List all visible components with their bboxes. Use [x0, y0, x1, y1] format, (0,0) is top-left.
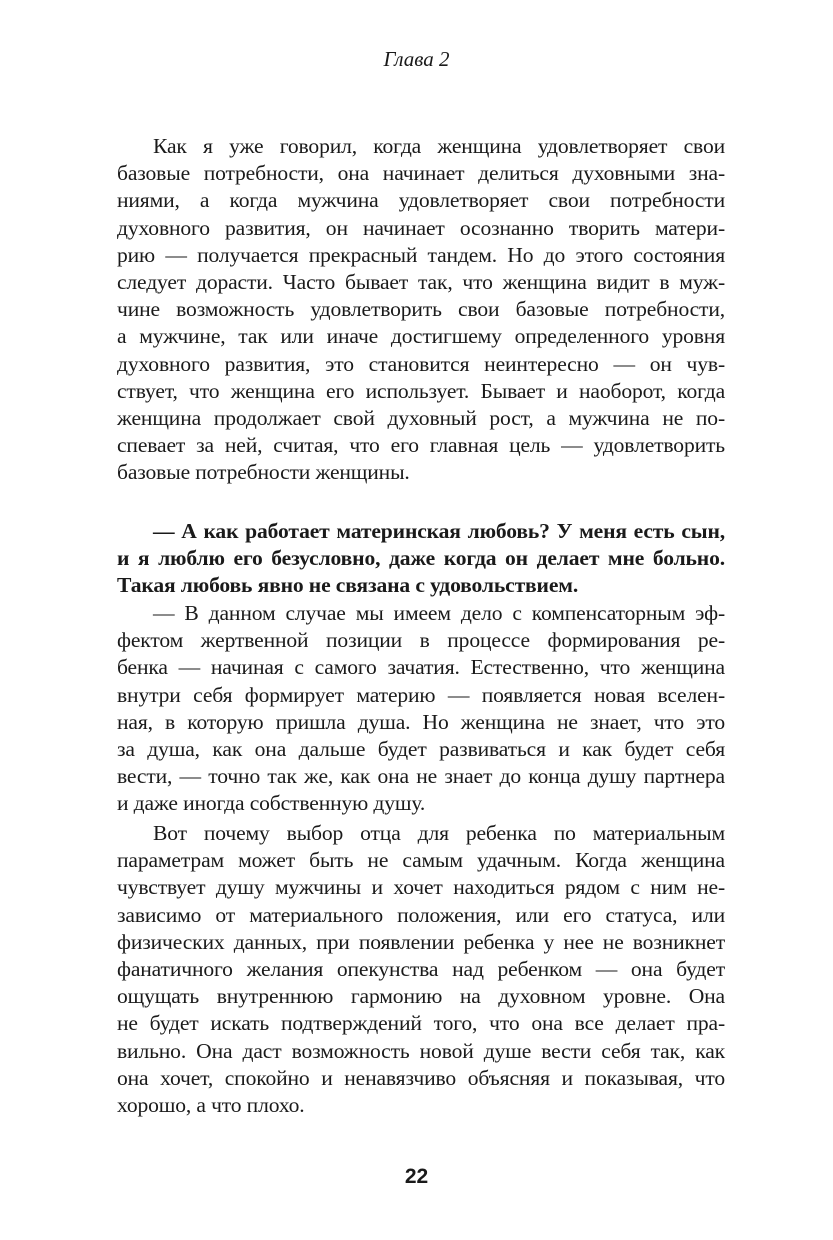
text-line: рию — получается прекрасный тандем. Но до этого состояния	[117, 242, 725, 267]
text-line: она хочет, спокойно и ненавязчиво объясняя и показывая, что	[117, 1065, 725, 1090]
text-line: за душа, как она дальше будет развиваться и как будет себя	[117, 736, 725, 761]
page-number: 22	[404, 1165, 429, 1188]
text-line: — А как работает материнская любовь? У меня есть сын,	[153, 519, 725, 543]
text-line: не будет искать подтверждений того, что она все делает пра-	[117, 1011, 725, 1036]
text-line: ствует, что женщина его использует. Бывает и наоборот, когда	[117, 378, 725, 403]
paragraph-1	[117, 133, 725, 486]
text-line: вильно. Она даст возможность новой душе вести себя так, как	[117, 1038, 725, 1063]
text-line: бенка — начиная с самого зачатия. Естественно, что женщина	[117, 655, 725, 680]
text-line: — В данном случае мы имеем дело с компенсаторным эф-	[153, 601, 725, 625]
text-line: духовного развития, он начинает осознанно творить матери-	[117, 215, 725, 240]
text-line: следует дорасти. Часто бывает так, что женщина видит в муж-	[117, 269, 725, 294]
text-line: а мужчине, так или иначе достигшему определенного уровня	[117, 324, 725, 349]
text-line: физических данных, при появлении ребенка у нее не возникнет	[117, 929, 725, 954]
text-line: Вот почему выбор отца для ребенка по материальным	[153, 821, 725, 845]
text-line: внутри себя формирует материю — появляется новая вселен-	[117, 682, 725, 707]
question-paragraph	[117, 518, 725, 600]
text-line: чувствует душу мужчины и хочет находиться рядом с ним не-	[117, 875, 725, 900]
text-line: базовые потребности, она начинает делиться духовными зна-	[117, 161, 725, 186]
text-line: фанатичного желания опекунства над ребенком — она будет	[117, 956, 725, 981]
chapter-header: Глава 2	[383, 47, 450, 71]
text-line: базовые потребности женщины.	[117, 460, 410, 485]
text-line: параметрам может быть не самым удачным. Когда женщина	[117, 848, 725, 873]
text-line: чине возможность удовлетворить свои базовые потребности,	[117, 297, 725, 322]
text-line: ная, в которую пришла душа. Но женщина не знает, что это	[117, 709, 725, 734]
text-line: спевает за ней, считая, что его главная цель — удовлетворить	[117, 433, 725, 458]
answer-paragraph	[117, 600, 725, 818]
text-line: ниями, а когда мужчина удовлетворяет свои потребности	[117, 188, 725, 213]
text-line: хорошо, а что плохо.	[117, 1092, 305, 1117]
text-line: женщина продолжает свой духовный рост, а мужчина не по-	[117, 405, 725, 430]
text-line: вести, — точно так же, как она не знает до конца душу партнера	[117, 764, 725, 789]
text-line: фектом жертвенной позиции в процессе формирования ре-	[117, 628, 725, 653]
text-line: Такая любовь явно не связана с удовольствием.	[117, 573, 579, 598]
text-line: и даже иногда собственную душу.	[117, 791, 426, 816]
text-line: духовного развития, это становится неинтересно — он чув-	[117, 351, 725, 376]
text-line: ощущать внутреннюю гармонию на духовном уровне. Она	[117, 984, 725, 1009]
text-line: Как я уже говорил, когда женщина удовлетворяет свои	[153, 134, 725, 158]
text-line: и я люблю его безусловно, даже когда он делает мне больно.	[117, 546, 725, 571]
text-line: зависимо от материального положения, или его статуса, или	[117, 902, 725, 927]
paragraph-4	[117, 820, 725, 1119]
